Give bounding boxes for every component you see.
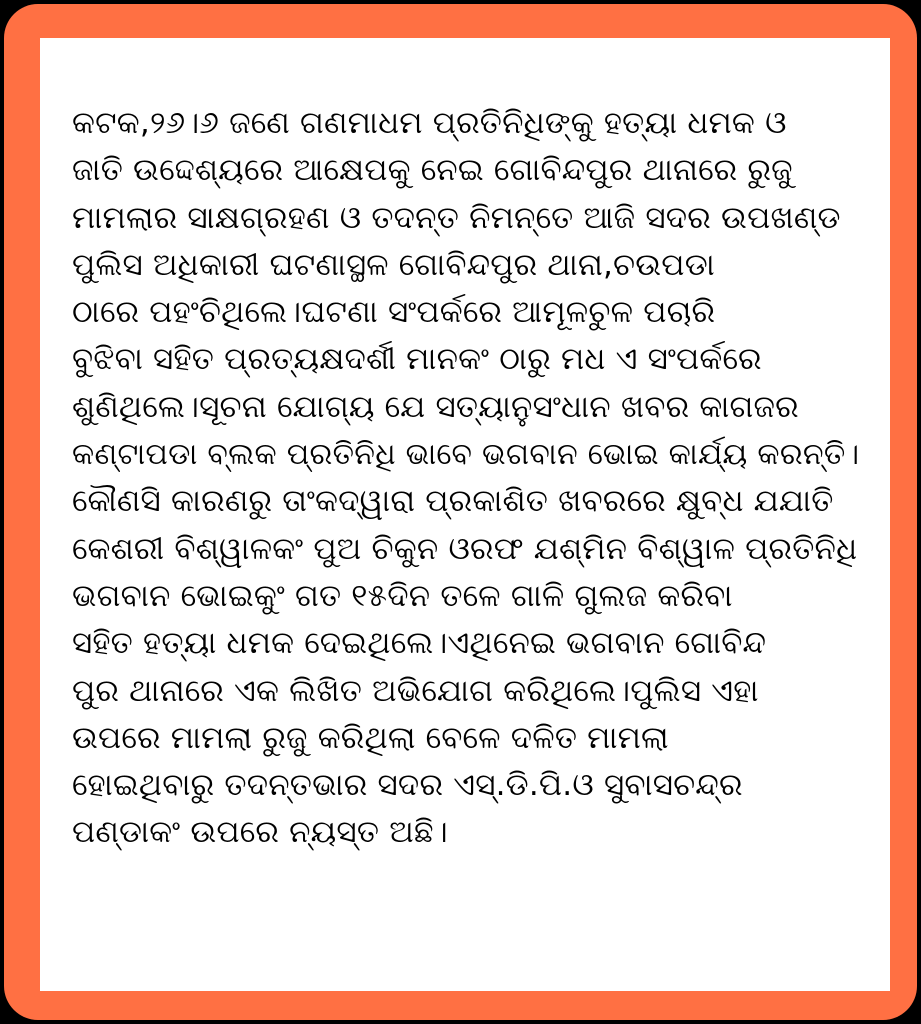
article-line-12: ସହିତ ହତ୍ୟା ଧମକ ଦେଇଥିଲେ।ଏଥିନେଇ ଭଗବାନ ଗୋବିନ୍ଦ <box>72 625 767 662</box>
article-line-9: କୌଣସି କାରଣରୁ ତାଂକଦ୍ୱାରା ପ୍ରକାଶିତ ଖବରରେ କ୍ଷୁବ୍ଧ ଯଯାତି <box>72 483 834 520</box>
article-line-13: ପୁର ଥାନାରେ ଏକ ଲିଖିତ ଅଭିଯୋଗ କରିଥିଲେ।ପୁଲିସ ଏହା <box>72 672 759 709</box>
article-line-16: ପଣ୍ଡାକଂ ଉପରେ ନ୍ୟସ୍ତ ଅଛି। <box>72 814 448 851</box>
orange-frame <box>4 4 917 1020</box>
article-line-8: କଣ୍ଟାପଡା ବ୍ଲକ ପ୍ରତିନିଧି ଭାବେ ଭଗବାନ ଭୋଇ କାର୍ଯ୍ୟ କରନ୍ତି। <box>72 437 860 473</box>
article-line-3: ମାମଲାର ସାକ୍ଷଗ୍ରହଣ ଓ ତଦନ୍ତ ନିମନ୍ତେ ଆଜି ସଦର ଉପଖଣ୍ଡ <box>72 199 841 236</box>
article-line-2: ଜାତି ଉଦ୍ଦେଶ୍ୟରେ ଆକ୍ଷେପକୁ ନେଇ ଗୋବିନ୍ଦପୁର ଥାନାରେ ରୁଜୁ <box>72 152 793 189</box>
article-line-6: ବୁଝିବା ସହିତ ପ୍ରତ୍ୟକ୍ଷଦର୍ଶୀ ମାନକଂ ଠାରୁ ମଧ ଏ ସଂପର୍କରେ <box>72 341 762 378</box>
article-line-1: କଟକ,୨୬।୬ ଜଣେ ଗଣମାଧମ ପ୍ରତିନିଧିଙ୍କୁ ହତ୍ୟା ଧମକ ଓ <box>72 105 787 141</box>
article-line-7: ଶୁଣିଥିଲେ।ସୂଚନା ଯୋଗ୍ୟ ଯେ ସତ୍ୟାନୁସଂଧାନ ଖବର କାଗଜର <box>72 388 799 425</box>
article-line-14: ଉପରେ ମାମଲା ରୁଜୁ କରିଥିଲା ବେଳେ ଦଳିତ ମାମଲା <box>72 719 669 756</box>
article-line-15: ହୋଇଥିବାରୁ ତଦନ୍ତଭାର ସଦର ଏସ୍.ଡି.ପି.ଓ ସୁବାସଚନ୍ଦ୍ର <box>72 767 743 804</box>
article-line-11: ଭଗବାନ ଭୋଇକୁଂ ଗତ ୧୫ଦିନ ତଳେ ଗାଳି ଗୁଲଜ କରିବା <box>72 577 733 614</box>
article-line-4: ପୁଲିସ ଅଧିକାରୀ ଘଟଣାସ୍ଥଳ ଗୋବିନ୍ଦପୁର ଥାନା,ଚଉପଡା <box>72 246 715 283</box>
article-line-10: କେଶରୀ ବିଶ୍ୱାଳକଂ ପୁଅ ଚିକୁନ ଓରଫ ଯଶ୍ମିନ ବିଶ୍ୱାଳ ପ୍ରତିନିଧି <box>72 530 858 567</box>
article-text-panel <box>40 38 890 991</box>
article-line-5: ଠାରେ ପହଂଚିଥିଲେ।ଘଟଣା ସଂପର୍କରେ ଆମୂଳଚୁଳ ପଚାରି <box>72 294 716 331</box>
